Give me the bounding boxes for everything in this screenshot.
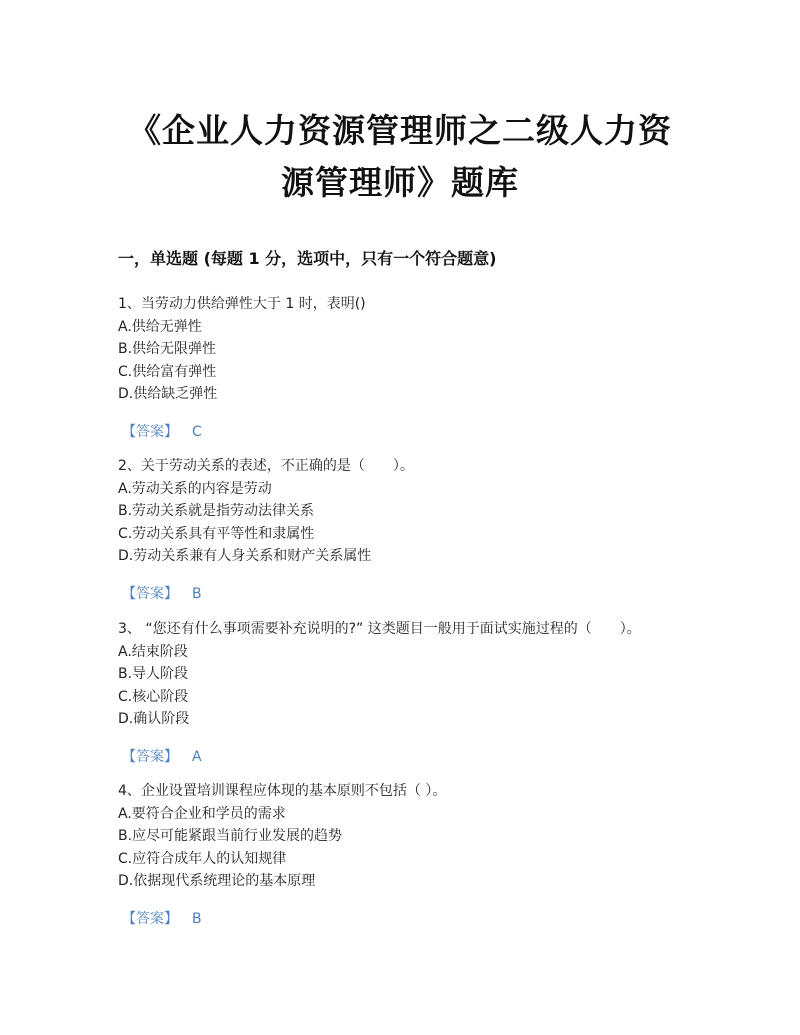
answer-1: [122, 421, 202, 441]
answer-label: 【答案】: [122, 424, 178, 440]
option-d: D.劳动关系兼有人身关系和财产关系属性: [118, 548, 372, 564]
option-c: C.劳动关系具有平等性和隶属性: [118, 525, 315, 542]
option-d: D.确认阶段: [118, 711, 190, 727]
option-a: A.供给无弹性: [118, 318, 202, 335]
question-text: 1、当劳动力供给弹性大于 1 时，表明(): [118, 296, 366, 312]
question-3: [118, 618, 718, 731]
question-text: 3、 “您还有什么事项需要补充说明的?” 这类题目一般用于面试实施过程的（ ）。: [118, 621, 641, 637]
answer-label: 【答案】: [122, 911, 178, 927]
option-a: A.结束阶段: [118, 643, 188, 660]
option-a: A.要符合企业和学员的需求: [118, 805, 286, 822]
option-b: B.导人阶段: [118, 666, 189, 682]
option-c: C.应符合成年人的认知规律: [118, 850, 287, 867]
question-text: 2、关于劳动关系的表述，不正确的是（ ）。: [118, 458, 414, 474]
section-heading: 一，单选题 (每题 1 分，选项中，只有一个符合题意): [118, 249, 497, 268]
answer-value: B: [192, 586, 202, 602]
answer-value: A: [192, 749, 202, 765]
option-d: D.依据现代系统理论的基本原理: [118, 873, 316, 889]
answer-label: 【答案】: [122, 586, 178, 602]
answer-label: 【答案】: [122, 749, 178, 765]
option-c: C.核心阶段: [118, 688, 189, 705]
option-b: B.供给无限弹性: [118, 341, 217, 357]
option-b: B.劳动关系就是指劳动法律关系: [118, 503, 315, 519]
answer-4: [122, 908, 202, 928]
answer-value: C: [192, 424, 202, 440]
option-c: C.供给富有弹性: [118, 363, 217, 380]
document-title: [100, 105, 700, 209]
answer-2: [122, 583, 202, 603]
question-4: [118, 780, 718, 893]
answer-value: B: [192, 911, 202, 927]
question-text: 4、企业设置培训课程应体现的基本原则不包括（ ）。: [118, 783, 447, 799]
question-1: [118, 293, 718, 406]
question-2: [118, 455, 718, 568]
title-line-2: 源管理师》题库: [281, 163, 519, 202]
title-line-1: 《企业人力资源管理师之二级人力资: [128, 111, 672, 150]
answer-3: [122, 746, 202, 766]
option-b: B.应尽可能紧跟当前行业发展的趋势: [118, 828, 343, 844]
option-a: A.劳动关系的内容是劳动: [118, 480, 272, 497]
option-d: D.供给缺乏弹性: [118, 386, 218, 402]
